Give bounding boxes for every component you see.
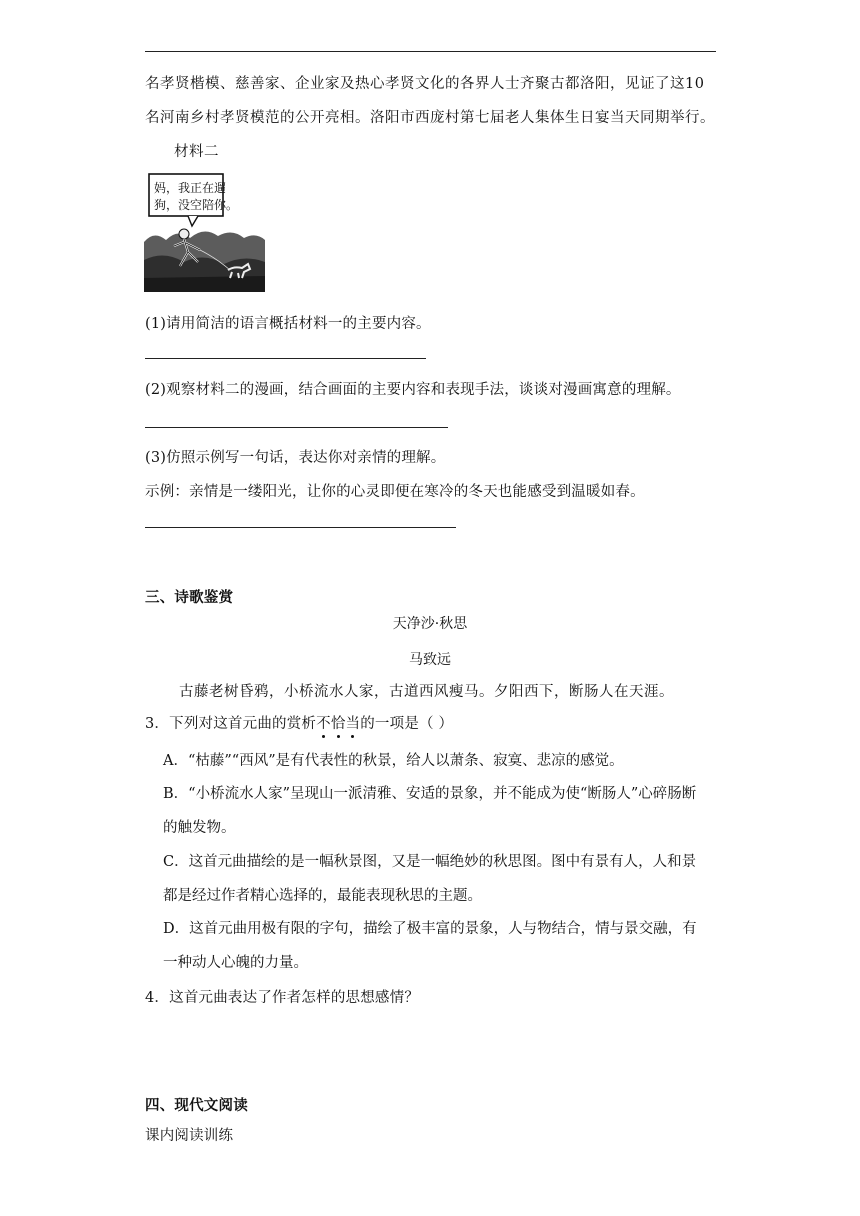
example-sentence: 示例：亲情是一缕阳光，让你的心灵即便在寒冷的冬天也能感受到温暖如春。 bbox=[145, 484, 645, 500]
material2-label: 材料二 bbox=[174, 144, 219, 160]
poem-title: 天净沙·秋思 bbox=[392, 616, 468, 632]
option-b-line1: B．“小桥流水人家”呈现山一派清雅、安适的景象，并不能成为使“断肠人”心碎肠断 bbox=[163, 786, 697, 802]
question-4: 4．这首元曲表达了作者怎样的思想感情？ bbox=[145, 990, 420, 1006]
answer-line-3[interactable] bbox=[145, 527, 456, 528]
material1-line2: 名河南乡村孝贤模范的公开亮相。洛阳市西庞村第七届老人集体生日宴当天同期举行。 bbox=[145, 110, 715, 126]
question3-suffix: 的一项是（ ） bbox=[360, 716, 454, 732]
emphasis-char-3: 当 bbox=[346, 712, 361, 733]
question3-prefix: 3．下列对这首元曲的赏析 bbox=[145, 716, 317, 732]
question-3: (3)仿照示例写一句话，表达你对亲情的理解。 bbox=[145, 450, 446, 466]
material1-line1: 名孝贤楷模、慈善家、企业家及热心孝贤文化的各界人士齐聚古都洛阳，见证了这10 bbox=[145, 76, 705, 92]
answer-line-2[interactable] bbox=[145, 427, 448, 428]
option-c-line2: 都是经过作者精心选择的，最能表现秋思的主题。 bbox=[163, 888, 482, 904]
option-b-line2: 的触发物。 bbox=[163, 820, 236, 836]
question-1: (1)请用简洁的语言概括材料一的主要内容。 bbox=[145, 316, 431, 332]
option-c-line1: C．这首元曲描绘的是一幅秋景图，又是一幅绝妙的秋思图。图中有景有人，人和景 bbox=[163, 854, 697, 870]
top-rule bbox=[145, 51, 716, 52]
poem-author: 马致远 bbox=[409, 652, 451, 668]
question-3-stem bbox=[145, 712, 453, 733]
question-2: (2)观察材料二的漫画，结合画面的主要内容和表现手法，谈谈对漫画寓意的理解。 bbox=[145, 382, 681, 398]
emphasis-char-1: 不 bbox=[316, 712, 331, 733]
emphasis-char-2: 恰 bbox=[331, 712, 346, 733]
section4-subheading: 课内阅读训练 bbox=[145, 1128, 234, 1144]
comic-bubble-line1: 妈，我正在遛 bbox=[154, 181, 227, 195]
poem-text: 古藤老树昏鸦，小桥流水人家，古道西风瘦马。夕阳西下，断肠人在天涯。 bbox=[179, 684, 674, 700]
answer-line-1[interactable] bbox=[145, 358, 426, 359]
section4-heading: 四、现代文阅读 bbox=[145, 1098, 248, 1114]
option-a: A．“枯藤”“西风”是有代表性的秋景，给人以萧条、寂寞、悲凉的感觉。 bbox=[163, 753, 624, 769]
section3-heading: 三、诗歌鉴赏 bbox=[145, 590, 234, 606]
comic-bubble-line2: 狗，没空陪你。 bbox=[154, 198, 239, 212]
option-d-line1: D．这首元曲用极有限的字句，描绘了极丰富的景象，人与物结合，情与景交融，有 bbox=[163, 921, 697, 937]
comic-image bbox=[144, 170, 265, 292]
option-d-line2: 一种动人心魄的力量。 bbox=[163, 955, 308, 971]
